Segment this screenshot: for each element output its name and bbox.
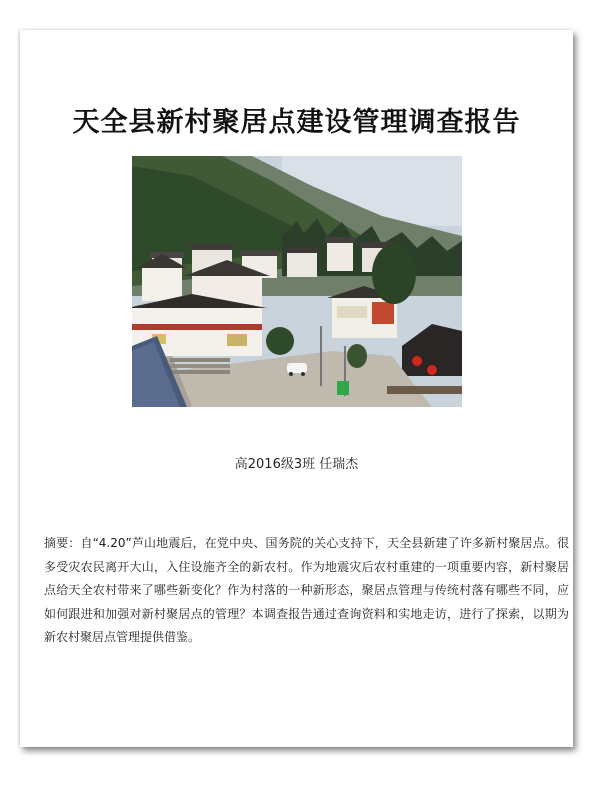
abstract-paragraph: 摘要：自“4.20”芦山地震后，在党中央、国务院的关心支持下，天全县新建了许多新村聚居点。很多受灾农民离开大山，入住设施齐全的新农村。作为地震灾后农村重建的一项重要内容，新村聚居点给天全农村带来了哪些新变化？作为村落的一种新形态，聚居点管理与传统村落有哪些不同，应如何跟进和加强对新村聚居点的管理？本调查报告通过查询资料和实地走访，进行了探索，以期为新农村聚居点管理提供借鉴。	[44, 536, 569, 644]
village-photo	[132, 156, 462, 407]
report-title: 天全县新村聚居点建设管理调查报告	[72, 107, 521, 138]
author-line: 高2016级3班 任瑞杰	[234, 457, 359, 472]
document-page	[20, 30, 573, 747]
